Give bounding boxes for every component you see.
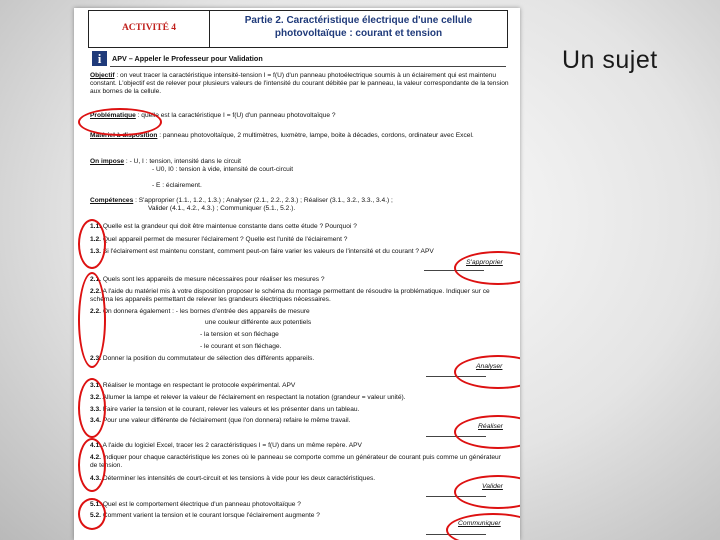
question-number: 1.3. xyxy=(90,248,101,255)
question-number: 1.2. xyxy=(90,236,101,243)
question-text: A l'aide du logiciel Excel, tracer les 2 caractéristiques I = f(U) dans un même repère. APV xyxy=(101,442,362,449)
question-1-1 xyxy=(90,223,510,231)
question-number: 4.1. xyxy=(90,442,101,449)
objectif-block xyxy=(90,72,510,96)
impose-line-3: - E : éclairement. xyxy=(152,181,202,189)
annotation-circle-questions-3 xyxy=(78,378,106,438)
question-text: Allumer la lampe et relever la valeur de l'éclairement en respectant la notation (grandeur = valeur unité). xyxy=(101,394,406,401)
question-number: 2.1. xyxy=(90,276,101,283)
question-number: 5.1. xyxy=(90,501,101,508)
question-text: Faire varier la tension et le courant, relever les valeurs et les présenter dans un tableau. xyxy=(101,406,360,413)
document-header xyxy=(88,10,508,48)
badge-approprier: S'approprier xyxy=(466,259,503,266)
competences-block xyxy=(90,197,510,221)
materiel-label: Matériel à disposition xyxy=(90,132,158,139)
question-3-3 xyxy=(90,406,510,414)
subitem-potentiels: une couleur différente aux potentiels xyxy=(205,319,312,326)
question-text: Si l'éclairement est maintenu constant, comment peut-on faire varier les valeurs de l'intensité et du courant ? APV xyxy=(101,248,434,255)
apv-heading: APV – Appeler le Professeur pour Validation xyxy=(112,54,263,63)
competences-line-1: : S'approprier (1.1., 1.2., 1.3.) ; Analyser (2.1., 2.2., 2.3.) ; Réaliser (3.1., 3.2., 3.3., 3.4.) ; xyxy=(133,197,393,204)
question-text: On donnera également : - les bornes d'entrée des appareils de mesure xyxy=(101,308,310,315)
badge-communiquer: Communiquer xyxy=(458,520,501,527)
competences-label: Compétences xyxy=(90,197,134,204)
question-text: Quel est le comportement électrique d'un panneau photovoltaïque ? xyxy=(101,501,301,508)
question-number: 3.4. xyxy=(90,417,101,424)
problematique-text: : quelle est la caractéristique I = f(U) d'un panneau photovoltaïque ? xyxy=(135,112,336,119)
part-title-line-1: Partie 2. Caractéristique électrique d'une cellule xyxy=(244,15,473,26)
slide-title: Un sujet xyxy=(562,46,658,74)
question-3-4 xyxy=(90,417,510,425)
question-4-2 xyxy=(90,454,510,470)
subitem-tension: - la tension et son fléchage xyxy=(200,331,279,338)
question-3-2 xyxy=(90,394,510,402)
question-number: 4.3. xyxy=(90,475,101,482)
badge-analyser: Analyser xyxy=(476,363,503,370)
annotation-circle-questions-2 xyxy=(78,272,106,368)
question-3-1 xyxy=(90,382,510,390)
objectif-text: : on veut tracer la caractéristique intensité-tension I = f(U) d'un panneau photoélectrique soumis à un éclairement qui est maintenu constant. L'objectif est de relever pour plusieurs valeurs de l'intensité du courant débitée par le panneau, la valeur correspondante de la tension aux bornes de la cellule. xyxy=(90,72,509,95)
info-icon: i xyxy=(92,51,107,66)
competences-line-2: Valider (4.1., 4.2., 4.3.) ; Communiquer (5.1., 5.2.). xyxy=(148,204,296,212)
question-text: Quel appareil permet de mesurer l'éclairement ? Quelle est l'unité de l'éclairement ? xyxy=(101,236,348,243)
question-number: 4.2. xyxy=(90,454,101,461)
question-1-2 xyxy=(90,236,510,244)
question-text: Quels sont les appareils de mesure nécessaires pour réaliser les mesures ? xyxy=(101,276,325,283)
question-number: 3.2. xyxy=(90,394,101,401)
badge-realiser: Réaliser xyxy=(478,423,503,430)
question-text: Quelle est la grandeur qui doit être maintenue constante dans cette étude ? Pourquoi ? xyxy=(101,223,357,230)
question-2-2 xyxy=(90,288,510,304)
question-number: 1.1. xyxy=(90,223,101,230)
objectif-label: Objectif xyxy=(90,72,115,79)
materiel-block xyxy=(90,132,510,140)
activity-label: ACTIVITÉ 4 xyxy=(89,11,210,47)
question-number: 3.1. xyxy=(90,382,101,389)
annotation-circle-questions-5 xyxy=(78,498,106,530)
impose-label: On impose xyxy=(90,158,125,165)
apv-divider xyxy=(110,66,506,67)
badge-valider: Valider xyxy=(482,483,503,490)
question-text: Réaliser le montage en respectant le protocole expérimental. APV xyxy=(101,382,296,389)
question-number: 2.2. xyxy=(90,308,101,315)
question-text: A l'aide du matériel mis à votre disposition proposer le schéma du montage permettant de résoudre la problématique. Indiquer sur ce schéma les appareils permettant de relever les grandeurs électriques nécessaires. xyxy=(90,288,490,303)
question-text: Indiquer pour chaque caractéristique les zones où le panneau se comporte comme un générateur de courant puis comme un générateur de tension. xyxy=(90,454,501,469)
question-text: Comment varient la tension et le courant lorsque l'éclairement augmente ? xyxy=(101,512,320,519)
question-4-1 xyxy=(90,442,510,450)
question-number: 3.3. xyxy=(90,406,101,413)
question-2-3 xyxy=(90,355,510,363)
question-5-2 xyxy=(90,512,510,520)
materiel-text: : panneau photovoltaïque, 2 multimètres, luxmètre, lampe, boite à décades, cordons, ordinateur avec Excel. xyxy=(157,132,474,139)
activity-document xyxy=(74,8,520,540)
annotation-circle-questions-1 xyxy=(78,219,106,269)
subitem-courant: - le courant et son fléchage. xyxy=(200,343,282,350)
question-5-1 xyxy=(90,501,510,509)
question-text: Donner la position du commutateur de sélection des différents appareils. xyxy=(101,355,315,362)
impose-line-1: : - U, I : tension, intensité dans le circuit xyxy=(124,158,241,165)
annotation-circle-problematique xyxy=(78,108,162,136)
question-2-1 xyxy=(90,276,510,284)
annotation-circle-questions-4 xyxy=(78,438,106,492)
question-number: 2.3. xyxy=(90,355,101,362)
question-text: Pour une valeur différente de l'éclairement (que l'on donnera) refaire le même travail. xyxy=(101,417,351,424)
question-4-3 xyxy=(90,475,510,483)
impose-block xyxy=(90,158,510,198)
question-number: 2.2. xyxy=(90,288,101,295)
question-2-2-bis xyxy=(90,308,510,316)
question-text: Déterminer les intensités de court-circuit et les tensions à vide pour les deux caractéristiques. xyxy=(101,475,376,482)
question-number: 5.2. xyxy=(90,512,101,519)
part-title xyxy=(210,11,507,47)
impose-line-2: - U0, I0 : tension à vide, intensité de court-circuit xyxy=(152,165,294,173)
problematique-label: Problématique xyxy=(90,112,136,119)
question-1-3 xyxy=(90,248,510,256)
part-title-line-2: photovoltaïque : courant et tension xyxy=(274,27,443,39)
